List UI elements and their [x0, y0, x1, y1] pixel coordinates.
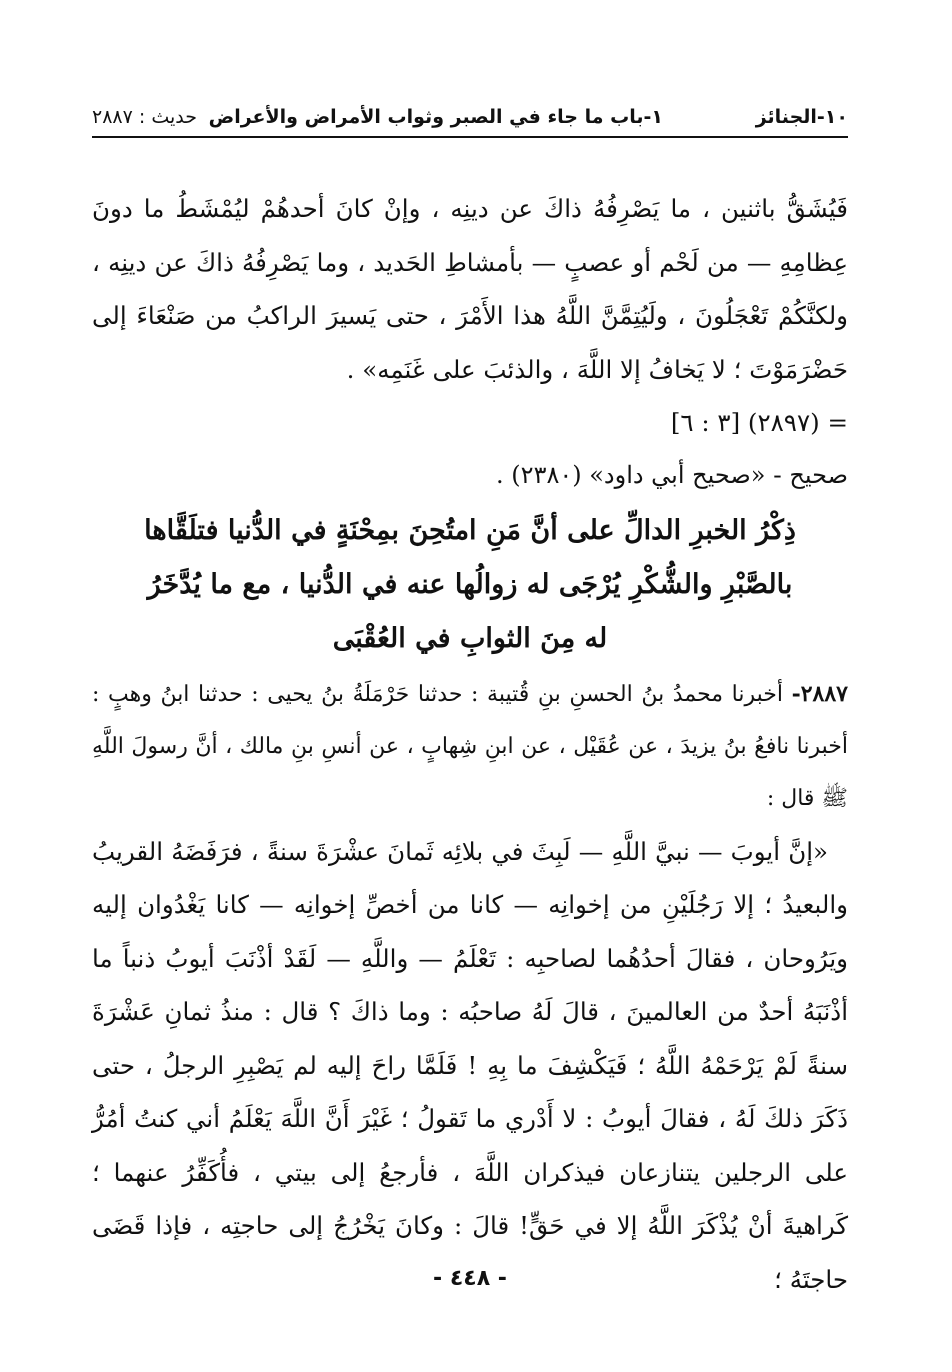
bab-title	[209, 106, 663, 128]
chapter-name: الجنائز	[755, 106, 817, 128]
hadith-label: حديث :	[138, 106, 197, 128]
hadith-isnad	[92, 668, 848, 825]
section-heading: ذِكْرُ الخبرِ الدالِّ على أنَّ مَنِ امتُحِنَ بمِحْنَةٍ في الدُّنيا فتلَقَّاها بالصَّبْرِ والشُّكْرِ يُرْجَى له زوالُها عنه في الدُّنيا ، مع ما يُدَّخَرُ له مِنَ الثوابِ في العُقْبَى	[144, 514, 796, 654]
hadith-header-number: ٢٨٨٧	[92, 106, 133, 128]
hadith-reference	[92, 106, 197, 128]
grade-label: صحيح -	[773, 460, 848, 489]
grading	[92, 450, 848, 500]
bab-number: ١-	[643, 106, 663, 128]
hadith-matn: «إنَّ أيوبَ — نبيَّ اللَّهِ — لَبِثَ في بلائِه ثَمانَ عشْرَةَ سنةً ، فرَفَضَهُ القريبُ والبعيدُ ؛ إلا رَجُلَيْنِ من إخوانِه — كانا من أخصِّ إخوانِه — كانا يَغْدُوان إليه ويَرُوحان ، فقالَ أحدُهُما لصاحبِه : تَعْلَمُ — واللَّهِ — لَقَدْ أذْنَبَ أيوبُ ذنباً ما أذْنَبَهُ أحدٌ من العالمينَ ، قالَ لَهُ صاحبُه : وما ذاكَ ؟ قال : منذُ ثمانِ عَشْرَةَ سنةً لَمْ يَرْحَمْهُ اللَّهُ ؛ فَيَكْشِفَ ما بِهِ ! فَلَمَّا راحَ إليه لم يَصْبِرِ الرجلُ ، حتى ذَكَرَ ذلكَ لَهُ ، فقالَ أيوبُ : لا أَدْري ما تَقولُ ؛ غَيْرَ أَنَّ اللَّهَ يَعْلَمُ أني كنتُ أمُرُّ على الرجلين يتنازعان فيذكران اللَّهَ ، فأرجعُ إلى بيتي ، فأُكَفِّرُ عنهما ؛ كَراهيةَ أنْ يُذْكَرَ اللَّهُ إلا في حَقٍّ! قالَ : وكانَ يَخْرُجُ إلى حاجتِه ، فإذا قَضَى حاجتَهُ ؛	[92, 836, 848, 1294]
running-header	[92, 96, 848, 138]
isnad-text: أخبرنا محمدُ بنُ الحسنِ بنِ قُتيبة : حدثنا حَرْمَلَةُ بنُ يحيى : حدثنا ابنُ وهبٍ : أخبرنا نافعُ بنُ يزيدَ ، عن عُقَيْل ، عن ابنِ شِهابٍ ، عن أنسِ بنِ مالك ، أنَّ رسولَ اللَّهِ ﷺ قال :	[92, 681, 848, 811]
hadith-number: ٢٨٨٧-	[791, 680, 848, 707]
chapter-number: ١٠-	[816, 106, 848, 128]
grade-source: «صحيح أبي داود» (٢٣٨٠) .	[496, 460, 766, 489]
page-number: - ٤٤٨ -	[433, 1266, 507, 1291]
page-body	[92, 182, 848, 1306]
previous-hadith-continuation: فَيُشَقُّ باثنين ، ما يَصْرِفُهُ ذاكَ عن دينِه ، وإنْ كانَ أحدهُمْ ليُمْشَطُ ما دونَ عِظامِهِ — من لَحْم أو عصبٍ — بأمشاطِ الحَديد ، وما يَصْرِفُهُ ذاكَ عن دينِه ، ولكنَّكُمْ تَعْجَلُونَ ، ولَيُتِمَّنَّ اللَّهُ هذا الأَمْرَ ، حتى يَسيرَ الراكبُ من صَنْعَاءَ إلى حَضْرَمَوْتَ ؛ لا يَخافُ إلا اللَّهَ ، والذئبَ على غَنَمِه» .	[92, 194, 848, 384]
bab-name: باب ما جاء في الصبر وثواب الأمراض والأعراض	[208, 106, 644, 128]
cross-reference: = (٢٨٩٧) [٣ : ٦]	[670, 408, 848, 437]
book-page	[92, 96, 848, 1336]
chapter-title	[756, 106, 848, 128]
